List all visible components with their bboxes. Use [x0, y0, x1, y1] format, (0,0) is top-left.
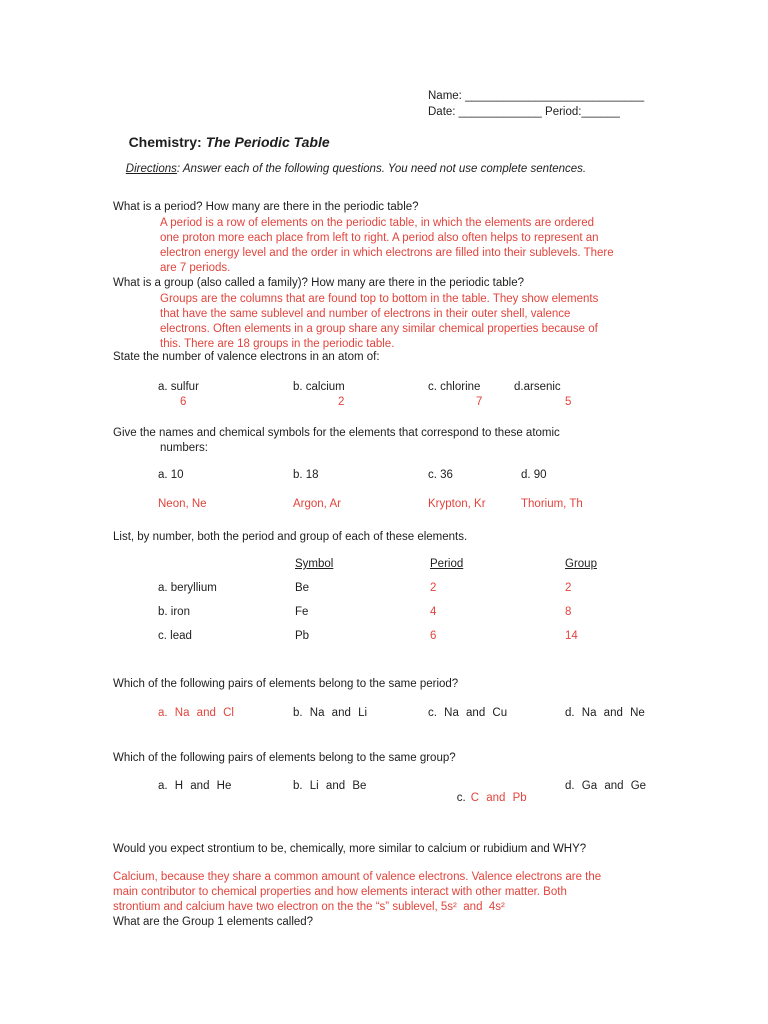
- q-same-group-option-c-answer: C and Pb: [470, 792, 527, 804]
- date-period-blank-line: Date: _____________ Period:______: [428, 106, 620, 118]
- q-atomic-answer-a: Neon, Ne: [158, 498, 207, 510]
- q-valence-option-d: d.arsenic: [514, 381, 561, 393]
- table-cell-group: 2: [565, 582, 572, 594]
- q-valence-answer-d: 5: [565, 396, 572, 408]
- q-atomic-answer-d: Thorium, Th: [521, 498, 583, 510]
- q-group-answer-line: that have the same sublevel and number of electrons in their outer shell, valence: [160, 308, 571, 320]
- table-header-period: Period: [430, 558, 464, 570]
- q-strontium-answer-line: Calcium, because they share a common amount of valence electrons. Valence electrons are the: [113, 871, 602, 883]
- q-atomic-option-a: a. 10: [158, 469, 184, 481]
- q-same-period-option-b: b. Na and Li: [293, 707, 368, 719]
- q-valence-option-b: b. calcium: [293, 381, 345, 393]
- directions-line: [113, 151, 586, 187]
- q-strontium-question: Would you expect strontium to be, chemically, more similar to calcium or rubidium and WHY?: [113, 843, 587, 855]
- q-valence-answer-a: 6: [180, 396, 187, 408]
- q-atomic-answer-c: Krypton, Kr: [428, 498, 486, 510]
- q-group-answer-line: Groups are the columns that are found top to bottom in the table. They show elements: [160, 293, 599, 305]
- q-same-period-option-c: c. Na and Cu: [428, 707, 508, 719]
- q-same-period-option-a: a. Na and Cl: [158, 707, 234, 719]
- q-valence-answer-b: 2: [338, 396, 345, 408]
- q-valence-answer-c: 7: [476, 396, 483, 408]
- page-title-prefix: Chemistry:: [128, 134, 202, 150]
- q-valence-question: State the number of valence electrons in an atom of:: [113, 351, 380, 363]
- q-strontium-answer-line: main contributor to chemical properties and how elements interact with other matter. Both: [113, 886, 567, 898]
- q-valence-option-a: a. sulfur: [158, 381, 199, 393]
- table-row-label: a. beryllium: [158, 582, 217, 594]
- q-valence-option-c: c. chlorine: [428, 381, 481, 393]
- q-group-answer-line: electrons. Often elements in a group share any similar chemical properties because of: [160, 323, 598, 335]
- table-cell-symbol: Pb: [295, 630, 310, 642]
- table-cell-period: 4: [430, 606, 437, 618]
- table-cell-symbol: Fe: [295, 606, 309, 618]
- q-atomic-question-line: Give the names and chemical symbols for the elements that correspond to these atomic: [113, 427, 560, 439]
- q-same-group-option-d: d. Ga and Ge: [565, 780, 647, 792]
- q-period-answer-line: one proton more each place from left to right. A period also often helps to represent an: [160, 232, 599, 244]
- q-same-group-option-b: b. Li and Be: [293, 780, 367, 792]
- q-group1-question: What are the Group 1 elements called?: [113, 916, 314, 928]
- table-cell-symbol: Be: [295, 582, 310, 594]
- q-atomic-option-c: c. 36: [428, 469, 453, 481]
- table-header-group: Group: [565, 558, 597, 570]
- q-group-answer-line: this. There are 18 groups in the periodic table.: [160, 338, 395, 350]
- q-atomic-option-b: b. 18: [293, 469, 319, 481]
- q-same-group-question: Which of the following pairs of elements belong to the same group?: [113, 752, 456, 764]
- table-cell-period: 6: [430, 630, 437, 642]
- q-period-question: What is a period? How many are there in the periodic table?: [113, 201, 419, 213]
- name-blank-line: Name: ____________________________: [428, 90, 645, 102]
- q-period-answer-line: are 7 periods.: [160, 262, 231, 274]
- q-same-group-option-a: a. H and He: [158, 780, 232, 792]
- q-same-group-option-c: [428, 780, 527, 816]
- directions-text: : Answer each of the following questions. You need not use complete sentences.: [176, 163, 587, 175]
- q-period-answer-line: electron energy level and the order in which electrons are filled into their sublevels. There: [160, 247, 614, 259]
- table-header-symbol: Symbol: [295, 558, 334, 570]
- q-strontium-answer-line: strontium and calcium have two electron on the the “s” sublevel, 5s² and 4s²: [113, 901, 505, 913]
- table-cell-period: 2: [430, 582, 437, 594]
- q-atomic-answer-b: Argon, Ar: [293, 498, 341, 510]
- table-row-label: b. iron: [158, 606, 190, 618]
- q-atomic-option-d: d. 90: [521, 469, 547, 481]
- table-cell-group: 8: [565, 606, 572, 618]
- q-table-question: List, by number, both the period and group of each of these elements.: [113, 531, 468, 543]
- page-title-emphasis: The Periodic Table: [205, 134, 330, 150]
- q-same-period-question: Which of the following pairs of elements belong to the same period?: [113, 678, 459, 690]
- q-atomic-question-line: numbers:: [160, 442, 208, 454]
- table-row-label: c. lead: [158, 630, 192, 642]
- q-group-question: What is a group (also called a family)? How many are there in the periodic table?: [113, 277, 525, 289]
- directions-label: Directions: [125, 163, 177, 175]
- table-cell-group: 14: [565, 630, 578, 642]
- q-same-period-option-d: d. Na and Ne: [565, 707, 645, 719]
- q-same-group-option-c-prefix: c.: [456, 792, 466, 804]
- q-period-answer-line: A period is a row of elements on the periodic table, in which the elements are ordered: [160, 217, 595, 229]
